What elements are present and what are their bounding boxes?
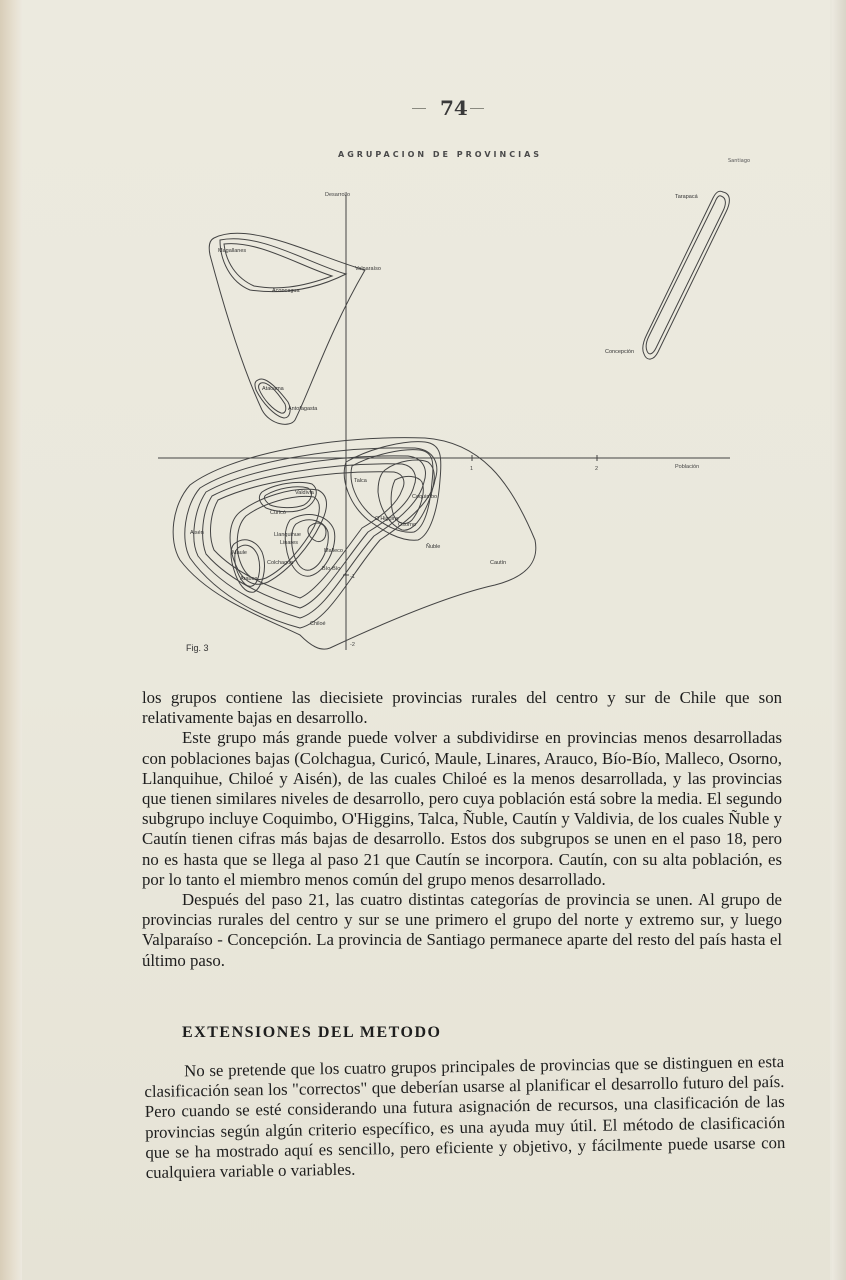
cluster-south-central [173,438,536,649]
label-coquimbo: Coquimbo [412,494,438,500]
label-maule: Maule [232,550,247,556]
label-osorno: Osorno [398,522,417,528]
section-heading: EXTENSIONES DEL METODO [182,1024,442,1041]
label-chiloe: Chiloé [310,621,326,627]
figure-corner-note: Santiago [728,158,751,164]
paragraph-1: los grupos contiene las diecisiete provincias rurales del centro y sur de Chile que son relativamente bajas en desarrollo. [142,688,782,728]
label-magallanes: Magallanes [218,248,247,254]
label-tarapaca: Tarapacá [675,194,698,200]
paragraph-2: Este grupo más grande puede volver a subdividirse en provincias menos desarrolladas con poblaciones bajas (Colchagua, Curicó, Maule, Linares, Arauco, Bío-Bío, Malleco, Osorno, Llanquihue, Chiloé y Aisén), de las cuales Chiloé es la menos desarrollada, y las provincias que tienen similares niveles de desarrollo, pero cuya población está sobre la media. El segundo subgrupo incluye Coquimbo, O'Higgins, Talca, Ñuble, Cautín y Valdivia, de los cuales Ñuble y Cautín tienen cifras más bajas de desarrollo. Estos dos subgrupos se unen en el paso 18, pero no es hasta que se llega al paso 21 que Cautín se incorpora. Cautín, con su alta población, es por lo tanto el miembro menos común del grupo menos desarrollado. [142,728,782,889]
label-arauco: Arauco [240,576,258,582]
figure-title: AGRUPACION DE PROVINCIAS [338,150,543,159]
body-text-upper [142,688,782,971]
tick-label-2: 2 [595,466,599,472]
cluster-tarapaca-concepcion [643,191,730,359]
tick-label-1: 1 [470,466,474,472]
label-colchagua: Colchagua [267,560,294,566]
label-linares: Linares [280,540,299,546]
label-cautin: Cautín [490,560,507,566]
cluster-north [209,233,365,424]
label-biobio: Bío-Bío [322,566,341,572]
page-number: 74 [440,96,468,120]
label-curico: Curicó [270,510,286,516]
label-ohiggins: O'Higgins [375,516,399,522]
label-atacama: Atacama [262,386,284,392]
label-aconcagua: Aconcagua [272,288,300,294]
cluster-figure [150,180,740,660]
tick-label-minus1: -1 [350,574,355,580]
axis-label-y: Desarrollo [325,192,351,198]
page-number-dash-left [412,108,426,109]
paragraph-4: No se pretende que los cuatro grupos principales de provincias que se distinguen en esta clasificación sean los "correctos" que deberían usarse al planificar el desarrollo futuro del país. Pero cuando se esté considerando una futura asignación de recursos, una clasificación de las provincias según algún criterio específico, es una ayuda muy útil. El método de clasificación que se ha mostrado aquí es sencillo, pero eficiente y objetivo, y fácilmente puede usarse con cualquiera variable o variables. [144,1051,786,1183]
label-aisen: Aisén [190,530,204,536]
page-edge-left [0,0,22,1280]
label-concepcion-top: Concepción [605,349,635,355]
figure-label: Fig. 3 [186,643,209,653]
label-antofagasta: Antofagasta [288,406,318,412]
page-edge-right [832,0,846,1280]
tick-label-minus2: -2 [350,642,355,648]
label-llanquihue: Llanquihue [274,532,301,538]
paragraph-3: Después del paso 21, las cuatro distintas categorías de provincia se unen. Al grupo de provincias rurales del centro y sur se une primero el grupo del norte y extremo sur, y luego Valparaíso - Concepción. La provincia de Santiago permanece aparte del resto del país hasta el último paso. [142,890,782,970]
body-text-lower [144,1052,786,1183]
label-valdivia: Valdivia [295,490,314,496]
label-nuble: Ñuble [426,544,441,550]
label-valparaiso: Valparaíso [355,266,381,272]
label-malleco: Malleco [324,548,343,554]
page-number-dash-right [470,108,484,109]
axis-label-x: Población [675,464,700,470]
label-talca: Talca [354,478,367,484]
